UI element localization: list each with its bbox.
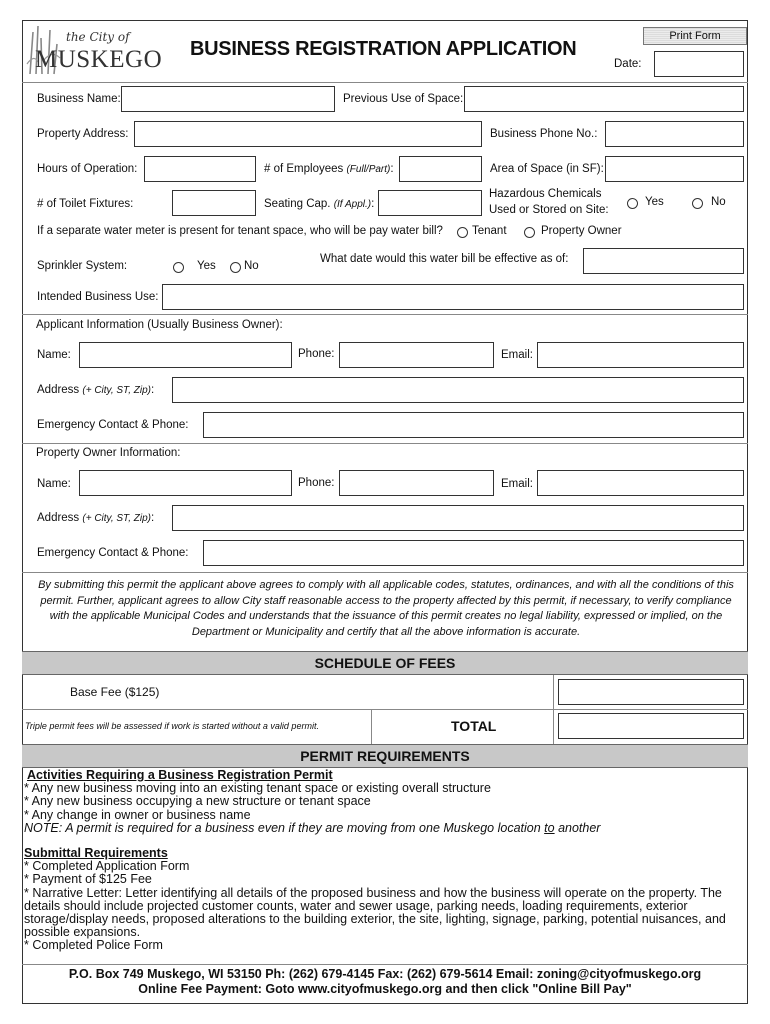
applicant-phone-field[interactable] [339, 342, 494, 368]
applicant-heading: Applicant Information (Usually Business Owner): [36, 319, 283, 331]
applicant-name-label: Name: [37, 349, 71, 361]
divider [22, 443, 748, 444]
applicant-phone-label: Phone: [298, 348, 335, 360]
owner-address-field[interactable] [172, 505, 744, 531]
hazardous-label-2: Used or Stored on Site: [489, 204, 609, 216]
owner-name-label: Name: [37, 478, 71, 490]
owner-emergency-field[interactable] [203, 540, 744, 566]
seating-field[interactable] [378, 190, 482, 216]
footer-contact: P.O. Box 749 Muskego, WI 53150 Ph: (262) 679-4145 Fax: (262) 679-5614 Email: zoning@cityofmuskego.org [68, 967, 702, 981]
owner-phone-field[interactable] [339, 470, 494, 496]
logo-main-text: MUSKEGO [35, 46, 163, 73]
toilets-label: # of Toilet Fixtures: [37, 198, 134, 210]
requirements-body [24, 769, 746, 953]
note-text-start: NOTE: A permit is required for a business even if they are moving from one Muskego location [24, 820, 545, 835]
total-label: TOTAL [451, 718, 497, 734]
date-field[interactable] [654, 51, 744, 77]
tenant-label: Tenant [472, 225, 507, 237]
previous-use-field[interactable] [464, 86, 744, 112]
owner-email-label: Email: [501, 478, 533, 490]
sprinkler-no-label: No [244, 260, 259, 272]
requirements-heading: PERMIT REQUIREMENTS [22, 744, 748, 768]
footer-online-payment: Online Fee Payment: Goto www.cityofmuskego.org and then click "Online Bill Pay" [138, 982, 632, 996]
seating-label: Seating Cap. (If Appl.): [264, 198, 375, 210]
toilets-field[interactable] [172, 190, 256, 216]
previous-use-label: Previous Use of Space: [343, 93, 464, 105]
submittal-item: * Completed Police Form [24, 938, 163, 953]
sprinkler-yes-label: Yes [197, 260, 216, 272]
property-owner-radio[interactable] [524, 227, 535, 238]
employees-label: # of Employees (Full/Part): [264, 163, 394, 175]
footer [22, 967, 748, 997]
intended-use-field[interactable] [162, 284, 744, 310]
owner-address-text: Address [37, 512, 80, 524]
business-phone-label: Business Phone No.: [490, 128, 598, 140]
intended-use-label: Intended Business Use: [37, 291, 159, 303]
submittal-item: * Completed Application Form [24, 859, 190, 874]
sprinkler-yes-radio[interactable] [173, 262, 184, 273]
property-address-field[interactable] [134, 121, 482, 147]
page-title: BUSINESS REGISTRATION APPLICATION [190, 38, 577, 60]
seating-note: (If Appl.) [333, 199, 372, 210]
applicant-email-field[interactable] [537, 342, 744, 368]
hours-label: Hours of Operation: [37, 163, 138, 175]
area-label: Area of Space (in SF): [490, 163, 604, 175]
fee-column-divider [553, 675, 554, 745]
logo-script-text: the City of [66, 30, 130, 44]
hours-field[interactable] [144, 156, 256, 182]
owner-emergency-label: Emergency Contact & Phone: [37, 547, 189, 559]
applicant-emergency-label: Emergency Contact & Phone: [37, 419, 189, 431]
divider [22, 82, 748, 83]
activity-item: * Any new business occupying a new structure or tenant space [24, 794, 371, 809]
hazardous-no-radio[interactable] [692, 198, 703, 209]
note-text-end: another [554, 820, 601, 835]
applicant-address-text: Address [37, 384, 80, 396]
requirements-note [24, 822, 746, 835]
property-address-label: Property Address: [37, 128, 129, 140]
applicant-address-label: Address (+ City, ST, Zip): [37, 384, 155, 396]
applicant-name-field[interactable] [79, 342, 292, 368]
applicant-emergency-field[interactable] [203, 412, 744, 438]
applicant-email-label: Email: [501, 349, 533, 361]
business-name-field[interactable] [121, 86, 335, 112]
divider [22, 964, 748, 965]
activity-item: * Any change in owner or business name [24, 807, 251, 822]
applicant-address-field[interactable] [172, 377, 744, 403]
hazardous-yes-label: Yes [645, 196, 664, 208]
divider [22, 314, 748, 315]
submittal-item: * Payment of $125 Fee [24, 872, 152, 887]
total-column-divider [371, 710, 372, 744]
print-form-button[interactable]: Print Form [643, 27, 747, 45]
seating-label-text: Seating Cap. [264, 198, 331, 210]
tenant-radio[interactable] [457, 227, 468, 238]
employees-field[interactable] [399, 156, 482, 182]
sprinkler-no-radio[interactable] [230, 262, 241, 273]
submittal-item: * Narrative Letter: Letter identifying all details of the proposed business and how the business will operate on the property. The details should include projected customer counts, water and sewer usage, parking needs, loading requirements, exterior storage/display needs, proposed alterations to the building exterior, the site, lighting, signage, parking, potential nuisances, and possible expansions. [24, 885, 726, 940]
owner-phone-label: Phone: [298, 477, 335, 489]
water-meter-question: If a separate water meter is present for tenant space, who will be pay water bill? [37, 225, 443, 237]
employees-label-text: # of Employees [264, 163, 344, 175]
fees-heading: SCHEDULE OF FEES [22, 651, 748, 675]
sprinkler-label: Sprinkler System: [37, 260, 128, 272]
property-owner-label: Property Owner [541, 225, 622, 237]
applicant-address-note: (+ City, ST, Zip) [82, 385, 152, 396]
note-text-to: to [544, 820, 555, 835]
hazardous-label-1: Hazardous Chemicals [489, 188, 602, 200]
water-bill-date-label: What date would this water bill be effective as of: [320, 253, 569, 265]
owner-heading: Property Owner Information: [36, 447, 181, 459]
hazardous-yes-radio[interactable] [627, 198, 638, 209]
date-label: Date: [614, 58, 642, 70]
activity-item: * Any new business moving into an existing tenant space or existing overall structure [24, 781, 491, 796]
base-fee-label: Base Fee ($125) [70, 685, 160, 699]
activities-heading: Activities Requiring a Business Registration Permit [27, 768, 333, 782]
total-field[interactable] [558, 713, 744, 739]
disclaimer-text: By submitting this permit the applicant above agrees to comply with all applicable codes, statutes, ordinances, and with all the conditions of this permit. Further, applicant agrees to allow City staff reasonable access to the property affected by this permit, if necessary, to verify compliance with the applicable Municipal Codes and understands that the issuance of this permit creates no legal liability, expressed or implied, on the Department or Municipality and certify that all the above information is accurate. [38, 579, 734, 638]
owner-name-field[interactable] [79, 470, 292, 496]
business-phone-field[interactable] [605, 121, 744, 147]
submittal-heading: Submittal Requirements [24, 846, 168, 861]
area-field[interactable] [605, 156, 744, 182]
water-bill-date-field[interactable] [583, 248, 744, 274]
owner-email-field[interactable] [537, 470, 744, 496]
hazardous-no-label: No [711, 196, 726, 208]
base-fee-field[interactable] [558, 679, 744, 705]
divider [22, 709, 748, 710]
owner-address-label: Address (+ City, ST, Zip): [37, 512, 155, 524]
divider [22, 572, 748, 573]
business-name-label: Business Name: [37, 93, 121, 105]
triple-fee-note: Triple permit fees will be assessed if work is started without a valid permit. [25, 721, 319, 731]
owner-address-note: (+ City, ST, Zip) [82, 513, 152, 524]
employees-note: (Full/Part) [346, 164, 391, 175]
